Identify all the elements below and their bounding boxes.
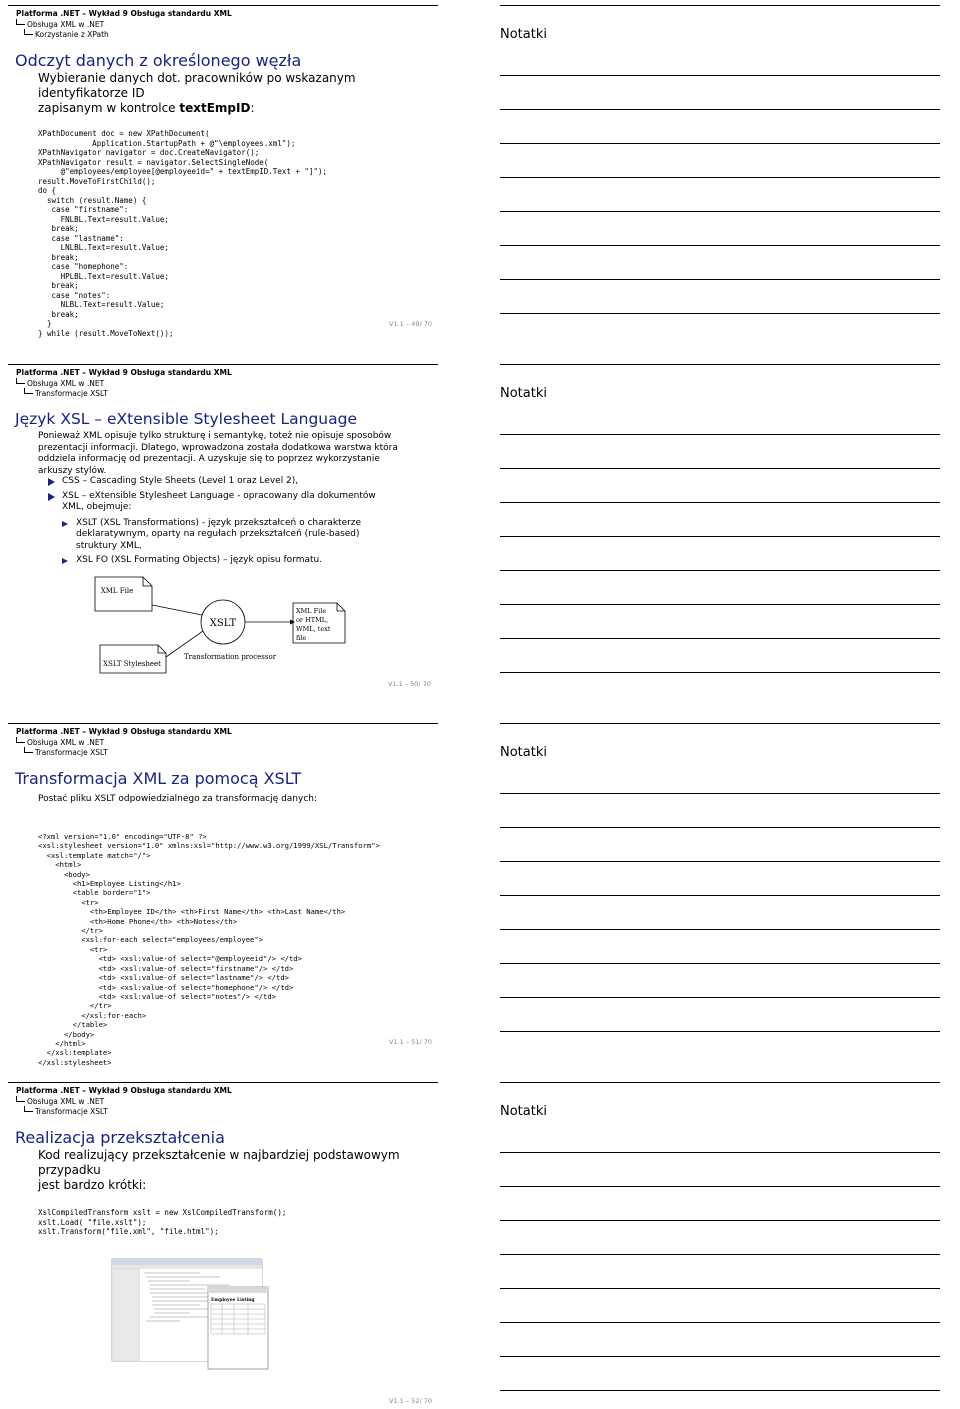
slide-title: Odczyt danych z określonego węzła (15, 51, 302, 70)
slide-number: V1.1 – 52/ 70 (389, 1397, 432, 1405)
tree-branch-icon (24, 29, 33, 35)
list-item: XSL – eXtensible Stylesheet Language - opracowany dla dokumentów XML, obejmuje: XSLT (XSL Transformations) - język przekształceń o charakterze deklaratywnym, oparty na regułach przekształceń (rule-based) struktury XML, XSL FO (XSL Formating Objects) – język opisu formatu. (48, 491, 388, 567)
xslt-label: XSLT (209, 618, 237, 629)
slide-header: Platforma .NET – Wykład 9 Obsługa standardu XML Obsługa XML w .NET Transformacje XSLT (16, 368, 232, 398)
slide-49 (8, 5, 438, 351)
bullet-triangle-icon (62, 521, 68, 527)
tree-branch-icon (16, 378, 25, 384)
code-block: XPathDocument doc = new XPathDocument( Application.StartupPath + @"\employees.xml"); XPathNavigator navigator = doc.CreateNavigator(); XPathNavigator result = navigator.SelectSingleNode( @"employees/employee[@employeeid=" + textEmpID.Text + "]"); result.MoveToFirstChild(); do { switch (result.Name) { case "firstname": FNLBL.Text=result.Value; break; case "lastname": LNLBL.Text=result.Value; break; case "homephone": HPLBL.Text=result.Value; break; case "notes": NLBL.Text=result.Value; break; } } while (result.MoveToNext()); (38, 129, 327, 338)
notes-panel (500, 723, 940, 1068)
notes-label: Notatki (500, 386, 547, 401)
slide-title: Język XSL – eXtensible Stylesheet Language (15, 410, 357, 428)
tree-branch-icon (16, 19, 25, 25)
bullet-triangle-icon (62, 558, 68, 564)
slide-title: Transformacja XML za pomocą XSLT (15, 769, 302, 788)
tree-branch-icon (16, 1096, 25, 1102)
output-file-label-4: file (296, 634, 307, 642)
xml-file-label: XML File (100, 587, 134, 595)
notes-panel (500, 364, 940, 694)
output-file-label-3: WML, text (296, 625, 331, 633)
notes-panel (500, 5, 940, 350)
output-file-label-2: or HTML, (296, 616, 329, 624)
bullet-triangle-icon (48, 478, 55, 486)
notes-panel (500, 1082, 940, 1402)
stylesheet-label: XSLT Stylesheet (103, 660, 161, 668)
browser-window-image (208, 1287, 268, 1369)
xslt-diagram (90, 575, 350, 675)
output-file-label-1: XML File (296, 607, 327, 615)
ide-browser-screenshot (110, 1257, 270, 1372)
slide-title: Realizacja przekształcenia (15, 1128, 225, 1147)
tree-branch-icon (16, 737, 25, 743)
slide-header (8, 6, 438, 40)
tree-branch-icon (24, 747, 33, 753)
slide-number: V1.1 – 50/ 70 (388, 680, 431, 688)
notes-label: Notatki (500, 27, 547, 42)
notes-label: Notatki (500, 1104, 547, 1119)
slide-intro: Kod realizujący przekształcenie w najbardziej podstawowym przypadku jest bardzo krótki: (38, 1148, 400, 1192)
slide-header: Platforma .NET – Wykład 9 Obsługa standardu XML Obsługa XML w .NET Transformacje XSLT (16, 727, 232, 757)
arrow-line (152, 605, 202, 615)
bullet-list (48, 476, 388, 570)
notes-label: Notatki (500, 745, 547, 760)
bullet-triangle-icon (48, 493, 55, 501)
header-subsection: Korzystanie z XPath (35, 30, 109, 39)
list-item: XSL FO (XSL Formating Objects) – język opisu formatu. (62, 555, 388, 567)
slide-intro: Postać pliku XSLT odpowiedzialnego za transformację danych: (38, 794, 318, 804)
stylesheet-document-icon (100, 645, 166, 673)
browser-heading: Employee Listing (211, 1298, 255, 1303)
transformation-processor-label: Transformation processor (183, 653, 277, 661)
slide-intro: Wybieranie danych dot. pracowników po wskazanym identyfikatorze ID zapisanym w kontrolce textEmpID: (38, 71, 356, 115)
slide-51 (8, 723, 438, 1074)
slide-number: V1.1 – 49/ 70 (389, 320, 432, 328)
tree-branch-icon (24, 388, 33, 394)
header-course: Platforma .NET – Wykład 9 Obsługa standardu XML (16, 9, 232, 18)
list-item: XSLT (XSL Transformations) - język przekształceń o charakterze deklaratywnym, oparty na regułach przekształceń (rule-based) struktury XML, (62, 518, 388, 553)
header-section: Obsługa XML w .NET (27, 19, 105, 29)
slide-header: Platforma .NET – Wykład 9 Obsługa standardu XML Obsługa XML w .NET Transformacje XSLT (16, 1086, 232, 1116)
slide-intro: Ponieważ XML opisuje tylko strukturę i semantykę, toteż nie opisuje sposobów prezentacji informacji. Dlatego, wprowadzona została dodatkowa warstwa która oddziela informację od prezentacji. A uzyskuje się to poprzez wykorzystanie arkuszy stylów. (38, 431, 398, 476)
tree-branch-icon (24, 1106, 33, 1112)
code-block: <?xml version="1.0" encoding="UTF-8" ?> <xsl:stylesheet version="1.0" xmlns:xsl="http://www.w3.org/1999/XSL/Transform"> <xsl:template match="/"> <html> <body> <h1>Employee Listing</h1> <table border="1"> <tr> <th>Employee ID</th> <th>First Name</th> <th>Last Name</th> <th>Home Phone</th> <th>Notes</th> </tr> <xsl:for-each select="employees/employee"> <tr> <td> <xsl:value-of select="@employeeid"/> </td> <td> <xsl:value-of select="firstname"/> </td> <td> <xsl:value-of select="lastname"/> </td> <td> <xsl:value-of select="homephone"/> </td> <td> <xsl:value-of select="notes"/> </td> </tr> </xsl:for-each> </table> </body> </html> </xsl:template> </xsl:stylesheet> (38, 832, 380, 1067)
code-block: XslCompiledTransform xslt = new XslCompiledTransform(); xslt.Load( "file.xslt"); xslt.Transform("file.xml", "file.html"); (38, 1208, 287, 1236)
slide-number: V1.1 – 51/ 70 (389, 1038, 432, 1046)
list-item: CSS – Cascading Style Sheets (Level 1 oraz Level 2), (48, 476, 388, 488)
